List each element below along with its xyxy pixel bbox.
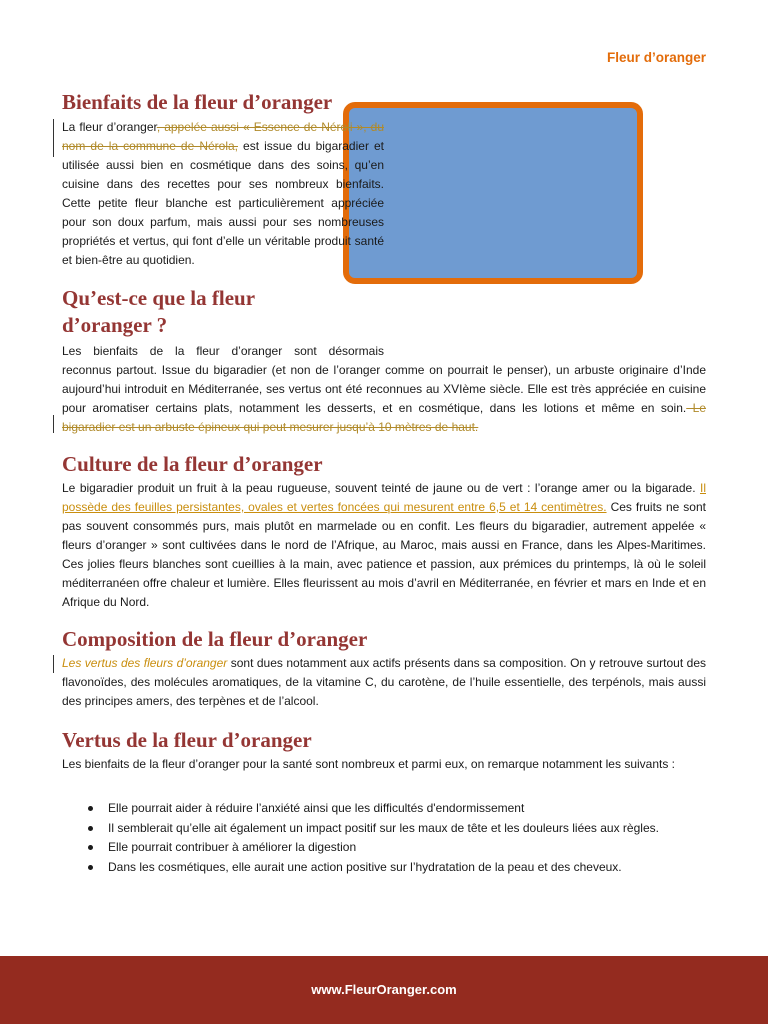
footer-url[interactable]: www.FleurOranger.com	[311, 982, 457, 997]
paragraph-bienfaits: La fleur d’oranger, appelée aussi « Essence de Néroli », du nom de la commune de Nérola, est issue du bigaradier et utilisée aussi bien en cosmétique dans des soins, qu’en cuisine dans des recettes pour ses nombreux bienfaits. Cette petite fleur blanche est particulièrement appréciée pour son doux parfum, mais aussi pour ses nombreuses propriétés et vertus, qui font d’elle un véritable produit santé et bien-être au quotidien.	[62, 120, 384, 267]
change-bar	[53, 655, 54, 673]
document-header-title: Fleur d’oranger	[606, 50, 706, 65]
heading-composition: Composition de la fleur d’oranger	[62, 627, 368, 651]
heading-vertus: Vertus de la fleur d’oranger	[62, 728, 312, 752]
paragraph-culture: Le bigaradier produit un fruit à la peau rugueuse, souvent teinté de jaune ou de vert : l’orange amer ou la bigarade. Il possède des feuilles persistantes, ovales et vertes foncées qui mesurent entre 6,5 et 14 centimètres. Ces fruits ne sont pas souvent consommés purs, mais plutôt en marmelade ou en confit. Les fleurs du bigaradier, autrement appelée « fleurs d’oranger » sont cultivées dans le nord de l’Afrique, au Maroc, mais aussi en France, dans les Alpes-Maritimes. Ces jolies fleurs blanches sont cueillies à la main, avec patience et passion, aux prémices du printemps, là où le soleil méditerranéen offre chaleur et lumière. Elles fleurissent au mois d’avril en Méditerranée, en février et mars en Inde et en Afrique du Nord.	[62, 481, 706, 609]
list-item: Il semblerait qu’elle ait également un impact positif sur les maux de tête et les douleurs liées aux règles.	[62, 819, 706, 839]
deleted-text: Le bigaradier est un arbuste épineux qui peut mesurer jusqu’à 10 mètres de haut.	[62, 401, 706, 434]
footer-bar	[0, 956, 768, 1024]
deleted-text: , appelée aussi « Essence de Néroli », du nom de la commune de Nérola,	[62, 120, 384, 153]
list-item: Elle pourrait aider à réduire l’anxiété ainsi que les difficultés d'endormissement	[62, 799, 706, 819]
heading-bienfaits: Bienfaits de la fleur d’oranger	[62, 90, 333, 114]
list-item: Elle pourrait contribuer à améliorer la digestion	[62, 838, 706, 858]
image-placeholder	[343, 102, 643, 284]
heading-culture: Culture de la fleur d’oranger	[62, 452, 323, 476]
vertus-list	[62, 799, 706, 877]
inserted-text: Les vertus des fleurs d’oranger	[62, 656, 228, 670]
heading-quest-line2: d’oranger ?	[62, 313, 168, 337]
paragraph-quest: reconnus partout. Issue du bigaradier (et non de l’oranger comme on pourrait le penser), un arbuste originaire d’Inde aujourd’hui introduit en Méditerranée, ses vertus ont été reconnues au XVIème siècle. Elle est très appréciée en cuisine pour aromatiser certains plats, notamment les desserts, et en cosmétique, dans les lotions et même en soin. Le bigaradier est un arbuste épineux qui peut mesurer jusqu’à 10 mètres de haut.	[62, 363, 706, 434]
paragraph-quest-line1: Les bienfaits de la fleur d’oranger sont désormais	[62, 344, 384, 358]
inserted-text: Il possède des feuilles persistantes, ovales et vertes foncées qui mesurent entre 6,5 et 14 centimètres.	[62, 481, 706, 514]
list-item: Dans les cosmétiques, elle aurait une action positive sur l’hydratation de la peau et des cheveux.	[62, 858, 706, 878]
heading-quest-line1: Qu’est-ce que la fleur	[62, 286, 256, 310]
paragraph-composition: Les vertus des fleurs d’oranger sont dues notamment aux actifs présents dans sa composition. On y retrouve surtout des flavonoïdes, des molécules aromatiques, de la vitamine C, du carotène, de l’huile essentielle, des terpénols, mais aussi des principes amers, des terpènes et de l’alcool.	[62, 656, 706, 708]
change-bar	[53, 119, 54, 157]
change-bar	[53, 415, 54, 433]
paragraph-vertus-intro: Les bienfaits de la fleur d’oranger pour la santé sont nombreux et parmi eux, on remarque notamment les suivants :	[62, 757, 676, 771]
